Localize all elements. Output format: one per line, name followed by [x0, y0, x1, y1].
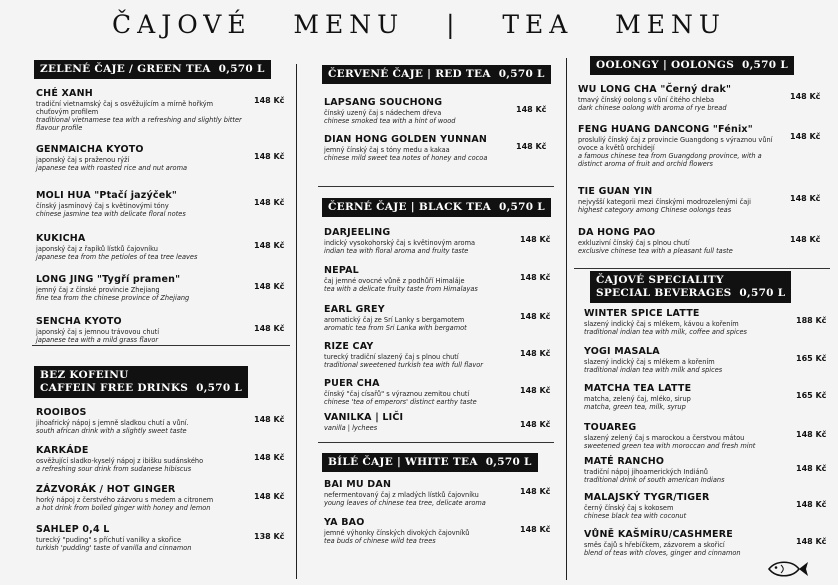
- item-price: 148 Kč: [790, 132, 821, 141]
- item-description-cz: nefermentovaný čaj z mladých lístků čajovníku: [324, 491, 479, 499]
- item-description-cz: nejvyšší kategorii mezi čínskými modrozelenými čaji: [578, 198, 751, 206]
- item-name: YOGI MASALA: [584, 346, 660, 357]
- item-name: WINTER SPICE LATTE: [584, 308, 700, 319]
- item-description-en: a hot drink from boiled ginger with honey and lemon: [36, 504, 211, 512]
- item-price: 148 Kč: [520, 312, 551, 321]
- menu-item: [324, 341, 514, 369]
- item-name: SAHLEP 0,4 L: [36, 524, 110, 535]
- item-price: 165 Kč: [796, 391, 827, 400]
- menu-item: [578, 84, 778, 112]
- menu-item: [584, 308, 784, 336]
- menu-item: [584, 346, 784, 374]
- section-heading-white: BÍLÉ ČAJE | WHITE TEA 0,570 L: [322, 453, 538, 472]
- item-description-en: chinese smoked tea with a hint of wood: [324, 117, 456, 125]
- item-name: PUER CHA: [324, 378, 380, 389]
- menu-item: [324, 479, 514, 507]
- item-name: TIE GUAN YIN: [578, 186, 653, 197]
- menu-item: [584, 422, 784, 450]
- item-price: 148 Kč: [254, 198, 285, 207]
- item-description-en: japanese tea with roasted rice and nut aroma: [36, 164, 188, 172]
- item-price: 148 Kč: [254, 453, 285, 462]
- section-divider: [574, 268, 830, 269]
- menu-item: [584, 529, 784, 557]
- item-description-en: a refreshing sour drink from sudanese hibiscus: [36, 465, 192, 473]
- item-description-en: highest category among Chinese oolongs teas: [578, 206, 732, 214]
- column-divider: [296, 64, 297, 579]
- item-name: MATCHA TEA LATTE: [584, 383, 692, 394]
- menu-item: [36, 88, 246, 132]
- item-price: 148 Kč: [520, 386, 551, 395]
- menu-item: [36, 316, 246, 344]
- item-description-cz: slazený indický čaj s mlékem a kořením: [584, 358, 715, 366]
- item-price: 165 Kč: [796, 354, 827, 363]
- menu-item: [36, 407, 246, 435]
- section-heading-green: ZELENÉ ČAJE / GREEN TEA 0,570 L: [34, 60, 271, 79]
- item-name: RIZE CAY: [324, 341, 374, 352]
- menu-item: [578, 124, 778, 168]
- menu-item: [36, 144, 246, 172]
- item-name: KUKICHA: [36, 233, 86, 244]
- item-description-en: traditional vietnamese tea with a refreshing and slightly bitter flavour profile: [36, 116, 242, 132]
- item-description-en: exclusive chinese tea with a pleasant full taste: [578, 247, 733, 255]
- item-description-cz: tradiční nápoj jihoamerických Indiánů: [584, 468, 708, 476]
- item-description-en: chinese jasmine tea with delicate floral notes: [36, 210, 186, 218]
- item-description-cz: čínský jasmínový čaj s květinovými tóny: [36, 202, 169, 210]
- section-heading-special: ČAJOVÉ SPECIALITY SPECIAL BEVERAGES 0,570 L: [590, 271, 791, 303]
- item-name: TOUAREG: [584, 422, 637, 433]
- item-name: WU LONG CHA "Černý drak": [578, 84, 732, 95]
- item-description-en: indian tea with floral aroma and fruity taste: [324, 247, 469, 255]
- item-name: LAPSANG SOUCHONG: [324, 97, 443, 108]
- item-price: 148 Kč: [520, 349, 551, 358]
- section-divider: [318, 442, 554, 443]
- item-price: 148 Kč: [516, 142, 547, 151]
- item-description-cz: slazený zelený čaj s marockou a čerstvou mátou: [584, 434, 745, 442]
- item-name: MATÉ RANCHO: [584, 456, 665, 467]
- section-heading-red: ČERVENÉ ČAJE | RED TEA 0,570 L: [322, 65, 551, 84]
- item-description-en: tea buds of chinese wild tea trees: [324, 537, 436, 545]
- item-description-cz: prosluliý čínský čaj z provincie Guangdong s výraznou vůní ovoce a květů orchidejí: [578, 136, 773, 152]
- item-name: VANILKA | LIČI: [324, 412, 404, 423]
- item-name: YA BAO: [324, 517, 365, 528]
- item-description-cz: tmavý čínský oolong s vůní čitého chleba: [578, 96, 715, 104]
- item-description-cz: aromatický čaj ze Srí Lanky s bergamotem: [324, 316, 465, 324]
- item-description-cz: čínský "čaj císařů" s výraznou zemitou chutí: [324, 390, 470, 398]
- item-description-en: traditional sweetened turkish tea with full flavor: [324, 361, 483, 369]
- item-price: 148 Kč: [254, 96, 285, 105]
- item-name: EARL GREY: [324, 304, 385, 315]
- item-price: 148 Kč: [790, 235, 821, 244]
- column-divider: [566, 58, 567, 580]
- menu-item: [324, 227, 514, 255]
- section-divider: [32, 345, 290, 346]
- item-price: 148 Kč: [254, 282, 285, 291]
- item-price: 148 Kč: [254, 152, 285, 161]
- item-description-en: japanese tea with a mild grass flavor: [36, 336, 159, 344]
- item-description-en: fine tea from the chinese province of Zhejiang: [36, 294, 190, 302]
- menu-item: [578, 186, 778, 214]
- item-price: 138 Kč: [254, 532, 285, 541]
- menu-item: [324, 304, 514, 332]
- item-description-en: turkish 'pudding' taste of vanilla and cinnamon: [36, 544, 192, 552]
- item-name: ZÁZVORÁK / HOT GINGER: [36, 484, 176, 495]
- item-name: CHÉ XANH: [36, 88, 93, 99]
- section-divider: [318, 186, 554, 187]
- menu-item: [324, 97, 504, 125]
- item-name: GENMAICHA KYOTO: [36, 144, 144, 155]
- item-description-cz: osvěžující sladko-kyselý nápoj z ibišku sudánského: [36, 457, 204, 465]
- menu-item: [36, 190, 246, 218]
- item-price: 148 Kč: [796, 464, 827, 473]
- item-description-en: traditional indian tea with milk, coffee and spices: [584, 328, 747, 336]
- item-description-cz: čínský uzený čaj s nádechem dřeva: [324, 109, 442, 117]
- menu-item: [36, 274, 246, 302]
- item-name: FENG HUANG DANCONG "Fénix": [578, 124, 753, 135]
- item-price: 148 Kč: [796, 537, 827, 546]
- item-price: 188 Kč: [796, 316, 827, 325]
- item-description-en: aromatic tea from Sri Lanka with bergamot: [324, 324, 467, 332]
- item-description-cz: japonský čaj s jemnou trávovou chutí: [36, 328, 160, 336]
- menu-item: [36, 524, 246, 552]
- item-description-cz: černý čínský čaj s kokosem: [584, 504, 674, 512]
- item-description-en: chinese black tea with coconut: [584, 512, 687, 520]
- item-price: 148 Kč: [254, 415, 285, 424]
- item-price: 148 Kč: [520, 487, 551, 496]
- item-description-cz: jemný čínský čaj s tóny medu a kakaa: [324, 146, 450, 154]
- item-description-cz: japonský čaj z řapíků lístků čajovníku: [36, 245, 158, 253]
- item-price: 148 Kč: [790, 92, 821, 101]
- menu-item: [36, 484, 246, 512]
- section-heading-oolong: OOLONGY | OOLONGS 0,570 L: [590, 56, 794, 75]
- item-description-en: matcha, green tea, milk, syrup: [584, 403, 686, 411]
- menu-item: [584, 383, 784, 411]
- item-name: BAI MU DAN: [324, 479, 392, 490]
- item-description-en: blend of teas with cloves, ginger and cinnamon: [584, 549, 741, 557]
- item-description-en: traditional indian tea with milk and spices: [584, 366, 723, 374]
- item-description-en: tea with a delicate fruity taste from Himalayas: [324, 285, 478, 293]
- item-description-cz: turecký "puding" s příchutí vanilky a skořice: [36, 536, 182, 544]
- item-description-cz: exkluzivní čínský čaj s plnou chutí: [578, 239, 690, 247]
- item-price: 148 Kč: [254, 241, 285, 250]
- menu-item: [584, 492, 784, 520]
- item-name: SENCHA KYOTO: [36, 316, 122, 327]
- item-name: VŮNĚ KAŠMÍRU/CASHMERE: [584, 529, 733, 540]
- menu-item: [324, 378, 514, 406]
- item-description-en: a famous chinese tea from Guangdong province, with a distinct aroma of fruit and orchid flowers: [578, 152, 762, 168]
- item-description-cz: horký nápoj z čerstvého zázvoru s medem a citronem: [36, 496, 214, 504]
- item-description-en: south african drink with a slightly sweet taste: [36, 427, 187, 435]
- menu-item: [36, 233, 246, 261]
- item-price: 148 Kč: [254, 492, 285, 501]
- section-heading-caffeine-free: BEZ KOFEINU CAFFEIN FREE DRINKS 0,570 L: [34, 366, 248, 398]
- item-description-cz: matcha, zelený čaj, mléko, sirup: [584, 395, 691, 403]
- item-description-en: sweetened green tea with moroccan and fresh mint: [584, 442, 756, 450]
- item-name: DARJEELING: [324, 227, 391, 238]
- item-description-cz: turecký tradiční slazený čaj s plnou chutí: [324, 353, 459, 361]
- item-description-en: chinese 'tea of emperors' distinct earthy taste: [324, 398, 477, 406]
- item-price: 148 Kč: [254, 324, 285, 333]
- item-description-cz: směs čajů s hřebíčkem, zázvorem a skořicí: [584, 541, 725, 549]
- item-description-cz: jihoafrický nápoj s jemně sladkou chutí a vůní.: [36, 419, 189, 427]
- item-description-cz: slazený indický čaj s mlékem, kávou a kořením: [584, 320, 739, 328]
- item-description-cz: čaj jemné ovocné vůně z podhůří Himaláje: [324, 277, 465, 285]
- item-description-en: traditional drink of south american Indians: [584, 476, 725, 484]
- item-price: 148 Kč: [790, 194, 821, 203]
- item-name: MOLI HUA "Ptačí jazýček": [36, 190, 178, 201]
- menu-item: [324, 517, 514, 545]
- item-name: ROOIBOS: [36, 407, 87, 418]
- item-description-en: dark chinese oolong with aroma of rye bread: [578, 104, 727, 112]
- item-description-cz: jemný čaj z čínské provincie Zhejiang: [36, 286, 160, 294]
- item-name: DIAN HONG GOLDEN YUNNAN: [324, 134, 488, 145]
- item-name: LONG JING "Tygří pramen": [36, 274, 181, 285]
- item-description-en: chinese mild sweet tea notes of honey and cocoa: [324, 154, 488, 162]
- item-description-cz: tradiční vietnamský čaj s osvěžujícím a mírně hořkým chuťovým profilem: [36, 100, 214, 116]
- item-name: KARKÁDE: [36, 445, 89, 456]
- menu-item: [324, 265, 514, 293]
- item-description-en: young leaves of chinese tea tree, delicate aroma: [324, 499, 486, 507]
- item-price: 148 Kč: [520, 235, 551, 244]
- item-name: NEPAL: [324, 265, 359, 276]
- item-name: DA HONG PAO: [578, 227, 656, 238]
- item-price: 148 Kč: [520, 273, 551, 282]
- section-heading-black: ČERNÉ ČAJE | BLACK TEA 0,570 L: [322, 198, 551, 217]
- menu-title: ČAJOVÉ MENU | TEA MENU: [112, 10, 726, 39]
- item-price: 148 Kč: [516, 105, 547, 114]
- menu-item: [36, 445, 246, 473]
- item-description-en: japanese tea from the petioles of tea tree leaves: [36, 253, 198, 261]
- item-price: 148 Kč: [520, 525, 551, 534]
- item-price: 148 Kč: [796, 500, 827, 509]
- fish-logo-icon: [766, 557, 810, 581]
- item-description-cz: jemné výhonky čínských divokých čajovníků: [324, 529, 470, 537]
- menu-item: [324, 134, 504, 162]
- item-description-cz: japonský čaj s praženou rýží: [36, 156, 130, 164]
- menu-item: [324, 412, 514, 432]
- item-description-en: vanilla | lychees: [324, 424, 378, 432]
- menu-item: [578, 227, 778, 255]
- item-description-cz: indický vysokohorský čaj s květinovým aroma: [324, 239, 476, 247]
- menu-item: [584, 456, 784, 484]
- item-name: MALAJSKÝ TYGR/TIGER: [584, 492, 710, 503]
- item-price: 148 Kč: [520, 420, 551, 429]
- item-price: 148 Kč: [796, 430, 827, 439]
